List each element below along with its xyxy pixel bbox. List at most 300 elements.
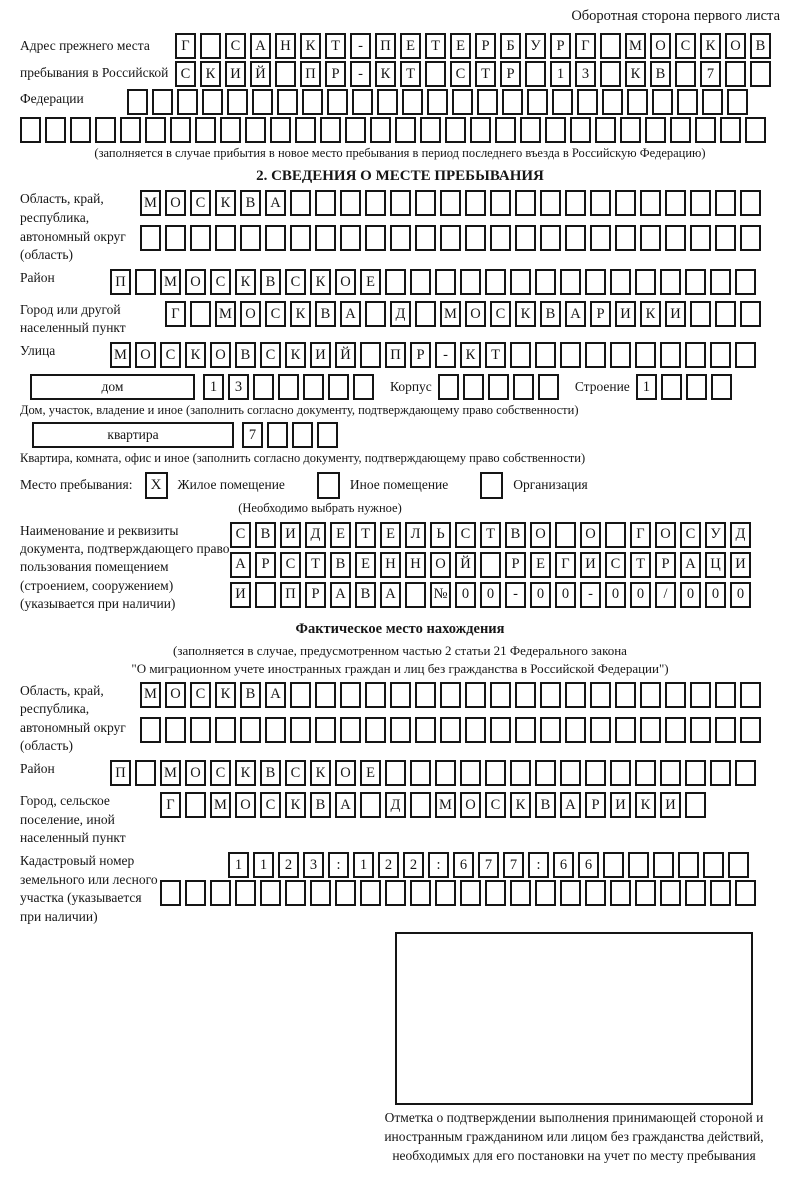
char-cell[interactable] bbox=[465, 682, 486, 708]
char-cell[interactable]: О bbox=[725, 33, 746, 59]
stay-type-checkbox-organization[interactable] bbox=[480, 472, 503, 499]
char-cell[interactable] bbox=[290, 682, 311, 708]
char-cell[interactable] bbox=[438, 374, 459, 400]
char-cell[interactable]: / bbox=[655, 582, 676, 608]
char-cell[interactable] bbox=[210, 880, 231, 906]
char-cell[interactable]: О bbox=[165, 682, 186, 708]
char-cell[interactable]: М bbox=[160, 269, 181, 295]
char-cell[interactable] bbox=[520, 117, 541, 143]
char-cell[interactable] bbox=[445, 117, 466, 143]
char-cell[interactable]: : bbox=[428, 852, 449, 878]
char-cell[interactable] bbox=[195, 117, 216, 143]
char-cell[interactable]: С bbox=[485, 792, 506, 818]
char-cell[interactable]: Т bbox=[475, 61, 496, 87]
char-cell[interactable] bbox=[463, 374, 484, 400]
char-cell[interactable]: А bbox=[380, 582, 401, 608]
char-cell[interactable]: 0 bbox=[555, 582, 576, 608]
char-cell[interactable]: С bbox=[190, 190, 211, 216]
char-cell[interactable]: И bbox=[615, 301, 636, 327]
char-cell[interactable]: М bbox=[160, 760, 181, 786]
char-cell[interactable]: М bbox=[210, 792, 231, 818]
char-cell[interactable] bbox=[440, 225, 461, 251]
char-cell[interactable]: Р bbox=[655, 552, 676, 578]
char-cell[interactable] bbox=[302, 89, 323, 115]
char-cell[interactable] bbox=[260, 880, 281, 906]
char-cell[interactable] bbox=[685, 269, 706, 295]
char-cell[interactable] bbox=[595, 117, 616, 143]
char-cell[interactable] bbox=[415, 301, 436, 327]
char-cell[interactable] bbox=[120, 117, 141, 143]
char-cell[interactable]: Н bbox=[275, 33, 296, 59]
char-cell[interactable]: Р bbox=[305, 582, 326, 608]
char-cell[interactable]: К bbox=[300, 33, 321, 59]
char-cell[interactable]: О bbox=[530, 522, 551, 548]
char-cell[interactable] bbox=[340, 190, 361, 216]
char-cell[interactable]: М bbox=[440, 301, 461, 327]
char-cell[interactable]: В bbox=[260, 760, 281, 786]
char-cell[interactable]: М bbox=[435, 792, 456, 818]
char-cell[interactable] bbox=[465, 225, 486, 251]
char-cell[interactable]: С bbox=[675, 33, 696, 59]
char-cell[interactable] bbox=[620, 117, 641, 143]
char-cell[interactable]: 1 bbox=[550, 61, 571, 87]
char-cell[interactable] bbox=[202, 89, 223, 115]
char-cell[interactable]: 2 bbox=[278, 852, 299, 878]
char-cell[interactable] bbox=[685, 760, 706, 786]
char-cell[interactable] bbox=[661, 374, 682, 400]
char-cell[interactable]: Ц bbox=[705, 552, 726, 578]
char-cell[interactable]: П bbox=[300, 61, 321, 87]
char-cell[interactable]: О bbox=[650, 33, 671, 59]
char-cell[interactable] bbox=[686, 374, 707, 400]
char-cell[interactable] bbox=[660, 269, 681, 295]
char-cell[interactable] bbox=[365, 301, 386, 327]
stay-type-checkbox-other-premises[interactable] bbox=[317, 472, 340, 499]
char-cell[interactable]: М bbox=[625, 33, 646, 59]
char-cell[interactable] bbox=[740, 301, 761, 327]
char-cell[interactable] bbox=[140, 225, 161, 251]
char-cell[interactable] bbox=[685, 880, 706, 906]
char-cell[interactable] bbox=[685, 342, 706, 368]
char-cell[interactable] bbox=[695, 117, 716, 143]
char-cell[interactable] bbox=[665, 190, 686, 216]
char-cell[interactable]: О bbox=[580, 522, 601, 548]
char-cell[interactable]: С bbox=[285, 269, 306, 295]
char-cell[interactable]: К bbox=[700, 33, 721, 59]
char-cell[interactable]: О bbox=[185, 760, 206, 786]
char-cell[interactable] bbox=[185, 880, 206, 906]
char-cell[interactable]: Т bbox=[425, 33, 446, 59]
char-cell[interactable]: С bbox=[605, 552, 626, 578]
char-cell[interactable]: К bbox=[515, 301, 536, 327]
char-cell[interactable]: В bbox=[505, 522, 526, 548]
char-cell[interactable] bbox=[585, 269, 606, 295]
char-cell[interactable] bbox=[370, 117, 391, 143]
char-cell[interactable] bbox=[727, 89, 748, 115]
char-cell[interactable] bbox=[535, 880, 556, 906]
char-cell[interactable] bbox=[635, 342, 656, 368]
char-cell[interactable] bbox=[315, 225, 336, 251]
char-cell[interactable]: 1 bbox=[228, 852, 249, 878]
char-cell[interactable] bbox=[315, 190, 336, 216]
char-cell[interactable] bbox=[600, 61, 621, 87]
char-cell[interactable] bbox=[415, 225, 436, 251]
char-cell[interactable] bbox=[535, 760, 556, 786]
char-cell[interactable] bbox=[515, 225, 536, 251]
char-cell[interactable] bbox=[317, 422, 338, 448]
char-cell[interactable]: М bbox=[140, 190, 161, 216]
char-cell[interactable] bbox=[555, 522, 576, 548]
char-cell[interactable]: И bbox=[580, 552, 601, 578]
char-cell[interactable] bbox=[552, 89, 573, 115]
char-cell[interactable]: О bbox=[165, 190, 186, 216]
char-cell[interactable] bbox=[320, 117, 341, 143]
char-cell[interactable]: К bbox=[185, 342, 206, 368]
char-cell[interactable] bbox=[485, 880, 506, 906]
char-cell[interactable]: И bbox=[610, 792, 631, 818]
char-cell[interactable]: К bbox=[285, 342, 306, 368]
char-cell[interactable]: С bbox=[490, 301, 511, 327]
char-cell[interactable] bbox=[635, 269, 656, 295]
char-cell[interactable] bbox=[610, 269, 631, 295]
char-cell[interactable] bbox=[278, 374, 299, 400]
char-cell[interactable]: А bbox=[265, 190, 286, 216]
char-cell[interactable]: В bbox=[255, 522, 276, 548]
char-cell[interactable]: Т bbox=[325, 33, 346, 59]
char-cell[interactable] bbox=[490, 190, 511, 216]
char-cell[interactable] bbox=[615, 190, 636, 216]
char-cell[interactable] bbox=[360, 342, 381, 368]
char-cell[interactable] bbox=[527, 89, 548, 115]
char-cell[interactable] bbox=[190, 717, 211, 743]
char-cell[interactable] bbox=[410, 792, 431, 818]
char-cell[interactable] bbox=[340, 225, 361, 251]
char-cell[interactable] bbox=[135, 269, 156, 295]
char-cell[interactable]: С bbox=[160, 342, 181, 368]
char-cell[interactable] bbox=[20, 117, 41, 143]
char-cell[interactable]: И bbox=[280, 522, 301, 548]
char-cell[interactable]: 6 bbox=[578, 852, 599, 878]
char-cell[interactable] bbox=[95, 117, 116, 143]
char-cell[interactable]: Е bbox=[400, 33, 421, 59]
char-cell[interactable] bbox=[440, 190, 461, 216]
char-cell[interactable] bbox=[310, 880, 331, 906]
char-cell[interactable]: Е bbox=[380, 522, 401, 548]
char-cell[interactable] bbox=[635, 760, 656, 786]
char-cell[interactable]: Р bbox=[585, 792, 606, 818]
char-cell[interactable] bbox=[485, 760, 506, 786]
char-cell[interactable]: К bbox=[285, 792, 306, 818]
char-cell[interactable] bbox=[585, 880, 606, 906]
char-cell[interactable] bbox=[570, 117, 591, 143]
char-cell[interactable]: О bbox=[335, 269, 356, 295]
char-cell[interactable] bbox=[590, 225, 611, 251]
char-cell[interactable] bbox=[725, 61, 746, 87]
char-cell[interactable]: Д bbox=[730, 522, 751, 548]
char-cell[interactable] bbox=[538, 374, 559, 400]
char-cell[interactable] bbox=[615, 717, 636, 743]
char-cell[interactable] bbox=[545, 117, 566, 143]
char-cell[interactable] bbox=[377, 89, 398, 115]
char-cell[interactable]: Й bbox=[455, 552, 476, 578]
stay-type-checkbox-residential[interactable]: X bbox=[145, 472, 168, 499]
char-cell[interactable] bbox=[340, 717, 361, 743]
char-cell[interactable]: 7 bbox=[503, 852, 524, 878]
char-cell[interactable]: В bbox=[240, 682, 261, 708]
char-cell[interactable] bbox=[315, 717, 336, 743]
char-cell[interactable]: 0 bbox=[705, 582, 726, 608]
char-cell[interactable] bbox=[715, 717, 736, 743]
char-cell[interactable] bbox=[610, 880, 631, 906]
char-cell[interactable] bbox=[690, 225, 711, 251]
char-cell[interactable] bbox=[510, 880, 531, 906]
char-cell[interactable] bbox=[440, 717, 461, 743]
char-cell[interactable]: Г bbox=[160, 792, 181, 818]
char-cell[interactable]: - bbox=[350, 33, 371, 59]
char-cell[interactable] bbox=[513, 374, 534, 400]
char-cell[interactable]: 0 bbox=[530, 582, 551, 608]
char-cell[interactable]: В bbox=[650, 61, 671, 87]
char-cell[interactable]: 0 bbox=[455, 582, 476, 608]
char-cell[interactable] bbox=[640, 190, 661, 216]
char-cell[interactable] bbox=[670, 117, 691, 143]
char-cell[interactable] bbox=[660, 880, 681, 906]
char-cell[interactable]: С bbox=[230, 522, 251, 548]
char-cell[interactable]: С bbox=[225, 33, 246, 59]
char-cell[interactable]: К bbox=[460, 342, 481, 368]
char-cell[interactable] bbox=[585, 342, 606, 368]
char-cell[interactable]: К bbox=[235, 269, 256, 295]
char-cell[interactable] bbox=[190, 301, 211, 327]
char-cell[interactable] bbox=[190, 225, 211, 251]
char-cell[interactable] bbox=[540, 682, 561, 708]
char-cell[interactable]: О bbox=[655, 522, 676, 548]
char-cell[interactable] bbox=[740, 225, 761, 251]
char-cell[interactable]: 1 bbox=[203, 374, 224, 400]
char-cell[interactable] bbox=[710, 342, 731, 368]
char-cell[interactable]: С bbox=[280, 552, 301, 578]
char-cell[interactable]: М bbox=[215, 301, 236, 327]
char-cell[interactable] bbox=[253, 374, 274, 400]
char-cell[interactable] bbox=[165, 225, 186, 251]
char-cell[interactable] bbox=[277, 89, 298, 115]
char-cell[interactable]: Е bbox=[360, 760, 381, 786]
char-cell[interactable] bbox=[665, 682, 686, 708]
char-cell[interactable]: С bbox=[210, 269, 231, 295]
char-cell[interactable] bbox=[267, 422, 288, 448]
char-cell[interactable]: В bbox=[535, 792, 556, 818]
char-cell[interactable]: 0 bbox=[605, 582, 626, 608]
char-cell[interactable]: А bbox=[680, 552, 701, 578]
char-cell[interactable] bbox=[660, 342, 681, 368]
char-cell[interactable] bbox=[215, 717, 236, 743]
char-cell[interactable] bbox=[590, 682, 611, 708]
char-cell[interactable] bbox=[460, 760, 481, 786]
char-cell[interactable] bbox=[502, 89, 523, 115]
char-cell[interactable]: К bbox=[310, 760, 331, 786]
char-cell[interactable]: 0 bbox=[630, 582, 651, 608]
char-cell[interactable]: С bbox=[175, 61, 196, 87]
char-cell[interactable]: 0 bbox=[730, 582, 751, 608]
char-cell[interactable]: Г bbox=[175, 33, 196, 59]
char-cell[interactable] bbox=[590, 717, 611, 743]
char-cell[interactable] bbox=[365, 225, 386, 251]
char-cell[interactable] bbox=[415, 682, 436, 708]
char-cell[interactable]: 3 bbox=[303, 852, 324, 878]
char-cell[interactable]: К bbox=[635, 792, 656, 818]
char-cell[interactable] bbox=[565, 717, 586, 743]
char-cell[interactable] bbox=[711, 374, 732, 400]
char-cell[interactable] bbox=[565, 190, 586, 216]
char-cell[interactable]: О bbox=[235, 792, 256, 818]
char-cell[interactable]: Р bbox=[500, 61, 521, 87]
char-cell[interactable]: В bbox=[235, 342, 256, 368]
char-cell[interactable]: 3 bbox=[575, 61, 596, 87]
char-cell[interactable]: 6 bbox=[453, 852, 474, 878]
char-cell[interactable]: 0 bbox=[680, 582, 701, 608]
char-cell[interactable] bbox=[353, 374, 374, 400]
char-cell[interactable] bbox=[560, 880, 581, 906]
char-cell[interactable] bbox=[515, 717, 536, 743]
char-cell[interactable] bbox=[292, 422, 313, 448]
char-cell[interactable]: Б bbox=[500, 33, 521, 59]
char-cell[interactable]: 0 bbox=[480, 582, 501, 608]
char-cell[interactable] bbox=[565, 682, 586, 708]
char-cell[interactable]: М bbox=[140, 682, 161, 708]
char-cell[interactable] bbox=[290, 190, 311, 216]
char-cell[interactable]: У bbox=[705, 522, 726, 548]
char-cell[interactable] bbox=[740, 190, 761, 216]
char-cell[interactable] bbox=[735, 760, 756, 786]
char-cell[interactable] bbox=[715, 225, 736, 251]
char-cell[interactable]: Т bbox=[400, 61, 421, 87]
char-cell[interactable]: А bbox=[335, 792, 356, 818]
char-cell[interactable] bbox=[715, 301, 736, 327]
char-cell[interactable]: 3 bbox=[228, 374, 249, 400]
char-cell[interactable] bbox=[480, 552, 501, 578]
char-cell[interactable]: Е bbox=[330, 522, 351, 548]
char-cell[interactable]: 7 bbox=[478, 852, 499, 878]
char-cell[interactable] bbox=[495, 117, 516, 143]
char-cell[interactable] bbox=[615, 225, 636, 251]
char-cell[interactable] bbox=[420, 117, 441, 143]
char-cell[interactable]: Н bbox=[380, 552, 401, 578]
char-cell[interactable] bbox=[702, 89, 723, 115]
char-cell[interactable]: К bbox=[290, 301, 311, 327]
char-cell[interactable] bbox=[640, 717, 661, 743]
char-cell[interactable]: А bbox=[230, 552, 251, 578]
char-cell[interactable]: П bbox=[110, 760, 131, 786]
char-cell[interactable]: И bbox=[230, 582, 251, 608]
char-cell[interactable] bbox=[390, 682, 411, 708]
char-cell[interactable] bbox=[285, 880, 306, 906]
char-cell[interactable]: Т bbox=[480, 522, 501, 548]
char-cell[interactable] bbox=[488, 374, 509, 400]
char-cell[interactable] bbox=[360, 792, 381, 818]
char-cell[interactable] bbox=[605, 522, 626, 548]
char-cell[interactable] bbox=[425, 61, 446, 87]
char-cell[interactable]: С bbox=[285, 760, 306, 786]
char-cell[interactable]: Т bbox=[305, 552, 326, 578]
char-cell[interactable]: О bbox=[185, 269, 206, 295]
char-cell[interactable]: О bbox=[135, 342, 156, 368]
char-cell[interactable] bbox=[490, 717, 511, 743]
char-cell[interactable] bbox=[170, 117, 191, 143]
char-cell[interactable] bbox=[577, 89, 598, 115]
char-cell[interactable] bbox=[435, 269, 456, 295]
char-cell[interactable]: А bbox=[560, 792, 581, 818]
char-cell[interactable] bbox=[70, 117, 91, 143]
char-cell[interactable] bbox=[640, 225, 661, 251]
char-cell[interactable] bbox=[215, 225, 236, 251]
char-cell[interactable]: Д bbox=[385, 792, 406, 818]
char-cell[interactable] bbox=[535, 342, 556, 368]
char-cell[interactable]: У bbox=[525, 33, 546, 59]
char-cell[interactable]: П bbox=[385, 342, 406, 368]
char-cell[interactable] bbox=[390, 190, 411, 216]
char-cell[interactable]: В bbox=[355, 582, 376, 608]
char-cell[interactable] bbox=[345, 117, 366, 143]
char-cell[interactable]: 2 bbox=[378, 852, 399, 878]
char-cell[interactable]: Т bbox=[355, 522, 376, 548]
char-cell[interactable] bbox=[703, 852, 724, 878]
char-cell[interactable] bbox=[590, 190, 611, 216]
char-cell[interactable]: В bbox=[260, 269, 281, 295]
char-cell[interactable]: О bbox=[335, 760, 356, 786]
char-cell[interactable] bbox=[652, 89, 673, 115]
char-cell[interactable] bbox=[240, 717, 261, 743]
char-cell[interactable] bbox=[750, 61, 771, 87]
char-cell[interactable]: К bbox=[215, 190, 236, 216]
char-cell[interactable]: 6 bbox=[553, 852, 574, 878]
char-cell[interactable] bbox=[470, 117, 491, 143]
char-cell[interactable] bbox=[315, 682, 336, 708]
char-cell[interactable]: В bbox=[540, 301, 561, 327]
char-cell[interactable] bbox=[365, 682, 386, 708]
char-cell[interactable]: Р bbox=[410, 342, 431, 368]
char-cell[interactable] bbox=[240, 225, 261, 251]
char-cell[interactable] bbox=[220, 117, 241, 143]
char-cell[interactable]: К bbox=[510, 792, 531, 818]
char-cell[interactable] bbox=[735, 342, 756, 368]
char-cell[interactable] bbox=[710, 760, 731, 786]
char-cell[interactable]: 7 bbox=[242, 422, 263, 448]
char-cell[interactable] bbox=[255, 582, 276, 608]
char-cell[interactable] bbox=[140, 717, 161, 743]
char-cell[interactable] bbox=[720, 117, 741, 143]
char-cell[interactable] bbox=[675, 61, 696, 87]
char-cell[interactable]: 1 bbox=[636, 374, 657, 400]
char-cell[interactable]: В bbox=[240, 190, 261, 216]
char-cell[interactable] bbox=[490, 225, 511, 251]
char-cell[interactable] bbox=[610, 760, 631, 786]
char-cell[interactable]: - bbox=[505, 582, 526, 608]
char-cell[interactable] bbox=[460, 880, 481, 906]
char-cell[interactable]: С bbox=[210, 760, 231, 786]
char-cell[interactable]: 2 bbox=[403, 852, 424, 878]
char-cell[interactable] bbox=[510, 269, 531, 295]
char-cell[interactable]: Й bbox=[250, 61, 271, 87]
char-cell[interactable] bbox=[690, 717, 711, 743]
char-cell[interactable] bbox=[600, 33, 621, 59]
char-cell[interactable]: Т bbox=[485, 342, 506, 368]
char-cell[interactable] bbox=[335, 880, 356, 906]
char-cell[interactable]: Е bbox=[360, 269, 381, 295]
char-cell[interactable]: И bbox=[665, 301, 686, 327]
char-cell[interactable]: И bbox=[730, 552, 751, 578]
char-cell[interactable]: 7 bbox=[700, 61, 721, 87]
char-cell[interactable]: К bbox=[200, 61, 221, 87]
